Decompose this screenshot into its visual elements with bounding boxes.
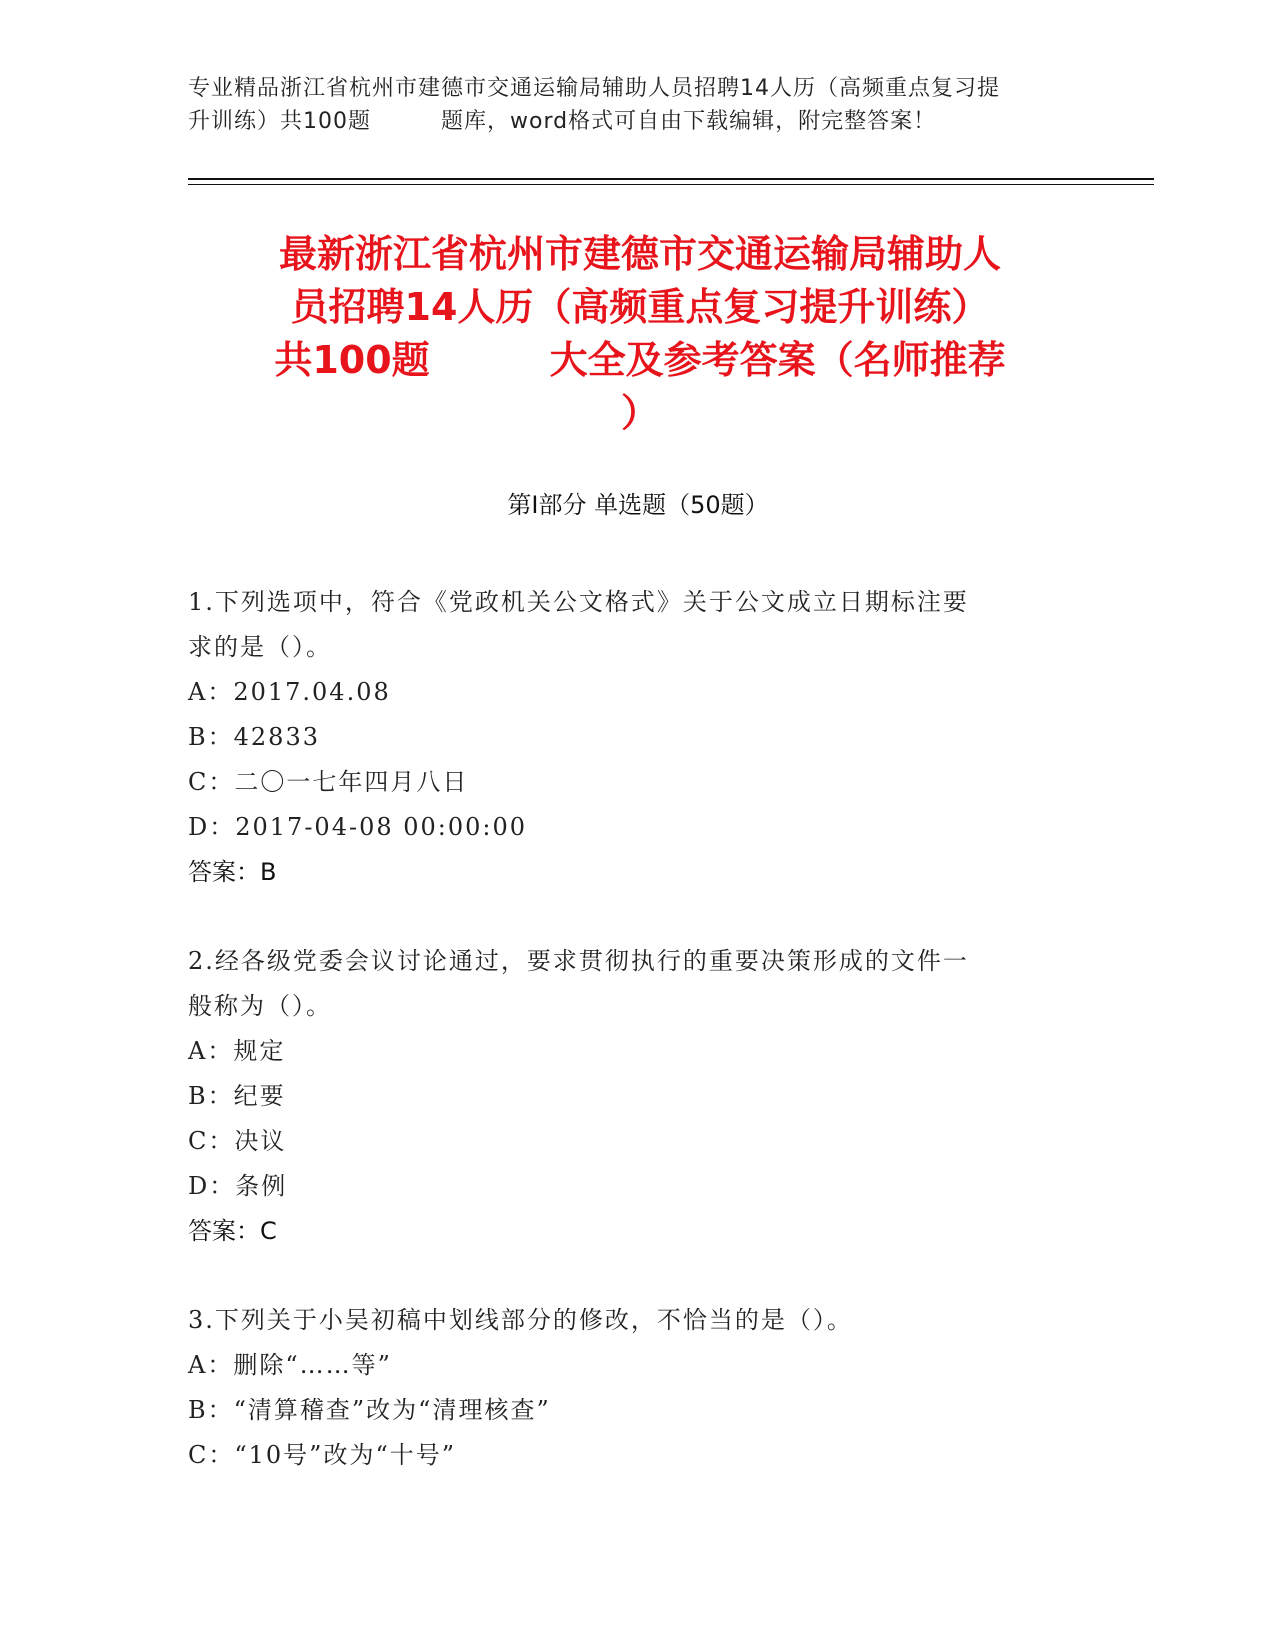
title-line-3a: 共100题 (274, 338, 430, 382)
option-b: B：纪要 (188, 1082, 286, 1110)
header-divider-thin (188, 184, 1154, 185)
title-line-3b: 大全及参考答案（名师推荐 (549, 338, 1006, 382)
title-line-4: ） (620, 391, 659, 435)
question-list (188, 580, 1088, 1522)
option-d: D：条例 (188, 1172, 288, 1200)
option-a: A：删除“……等” (188, 1351, 392, 1379)
answer-label: 答案：C (188, 1217, 277, 1245)
section-heading: 第Ⅰ部分 单选题（50题） (507, 491, 769, 519)
answer-label: 答案：B (188, 858, 277, 886)
question-stem-line: 般称为（）。 (188, 992, 332, 1020)
title-line-2: 员招聘14人历（高频重点复习提升训练） (290, 285, 990, 329)
option-c: C：决议 (188, 1127, 287, 1155)
option-c: C：二〇一七年四月八日 (188, 768, 469, 796)
option-a: A：2017.04.08 (188, 678, 391, 706)
document-title (195, 228, 1085, 440)
question-stem-line: 1.下列选项中，符合《党政机关公文格式》关于公文成立日期标注要 (188, 588, 969, 616)
header-line-1: 专业精品浙江省杭州市建德市交通运输局辅助人员招聘14人历（高频重点复习提 (188, 76, 1000, 101)
title-line-3 (195, 334, 1085, 387)
title-line-1: 最新浙江省杭州市建德市交通运输局辅助人 (278, 232, 1001, 276)
question-stem-line: 2.经各级党委会议讨论通过，要求贯彻执行的重要决策形成的文件一 (188, 947, 969, 975)
option-a: A：规定 (188, 1037, 286, 1065)
question-stem (188, 580, 1088, 670)
option-b: B：“清算稽查”改为“清理核查” (188, 1396, 551, 1424)
header-line-2b: 题库，word格式可自由下载编辑，附完整答案！ (441, 109, 937, 134)
document-header-note (188, 72, 1088, 138)
option-d: D：2017-04-08 00:00:00 (188, 813, 528, 841)
option-c: C：“10号”改为“十号” (188, 1441, 456, 1469)
header-line-2 (188, 105, 1088, 138)
question-1 (188, 580, 1088, 895)
question-stem (188, 939, 1088, 1029)
question-stem-line: 求的是（）。 (188, 633, 332, 661)
header-divider-thick (188, 178, 1154, 180)
question-3 (188, 1298, 1088, 1478)
question-stem-line: 3.下列关于小吴初稿中划线部分的修改，不恰当的是（）。 (188, 1306, 853, 1334)
question-stem (188, 1298, 1088, 1343)
question-2 (188, 939, 1088, 1254)
option-b: B：42833 (188, 723, 320, 751)
header-line-2a: 升训练）共100题 (188, 109, 371, 134)
